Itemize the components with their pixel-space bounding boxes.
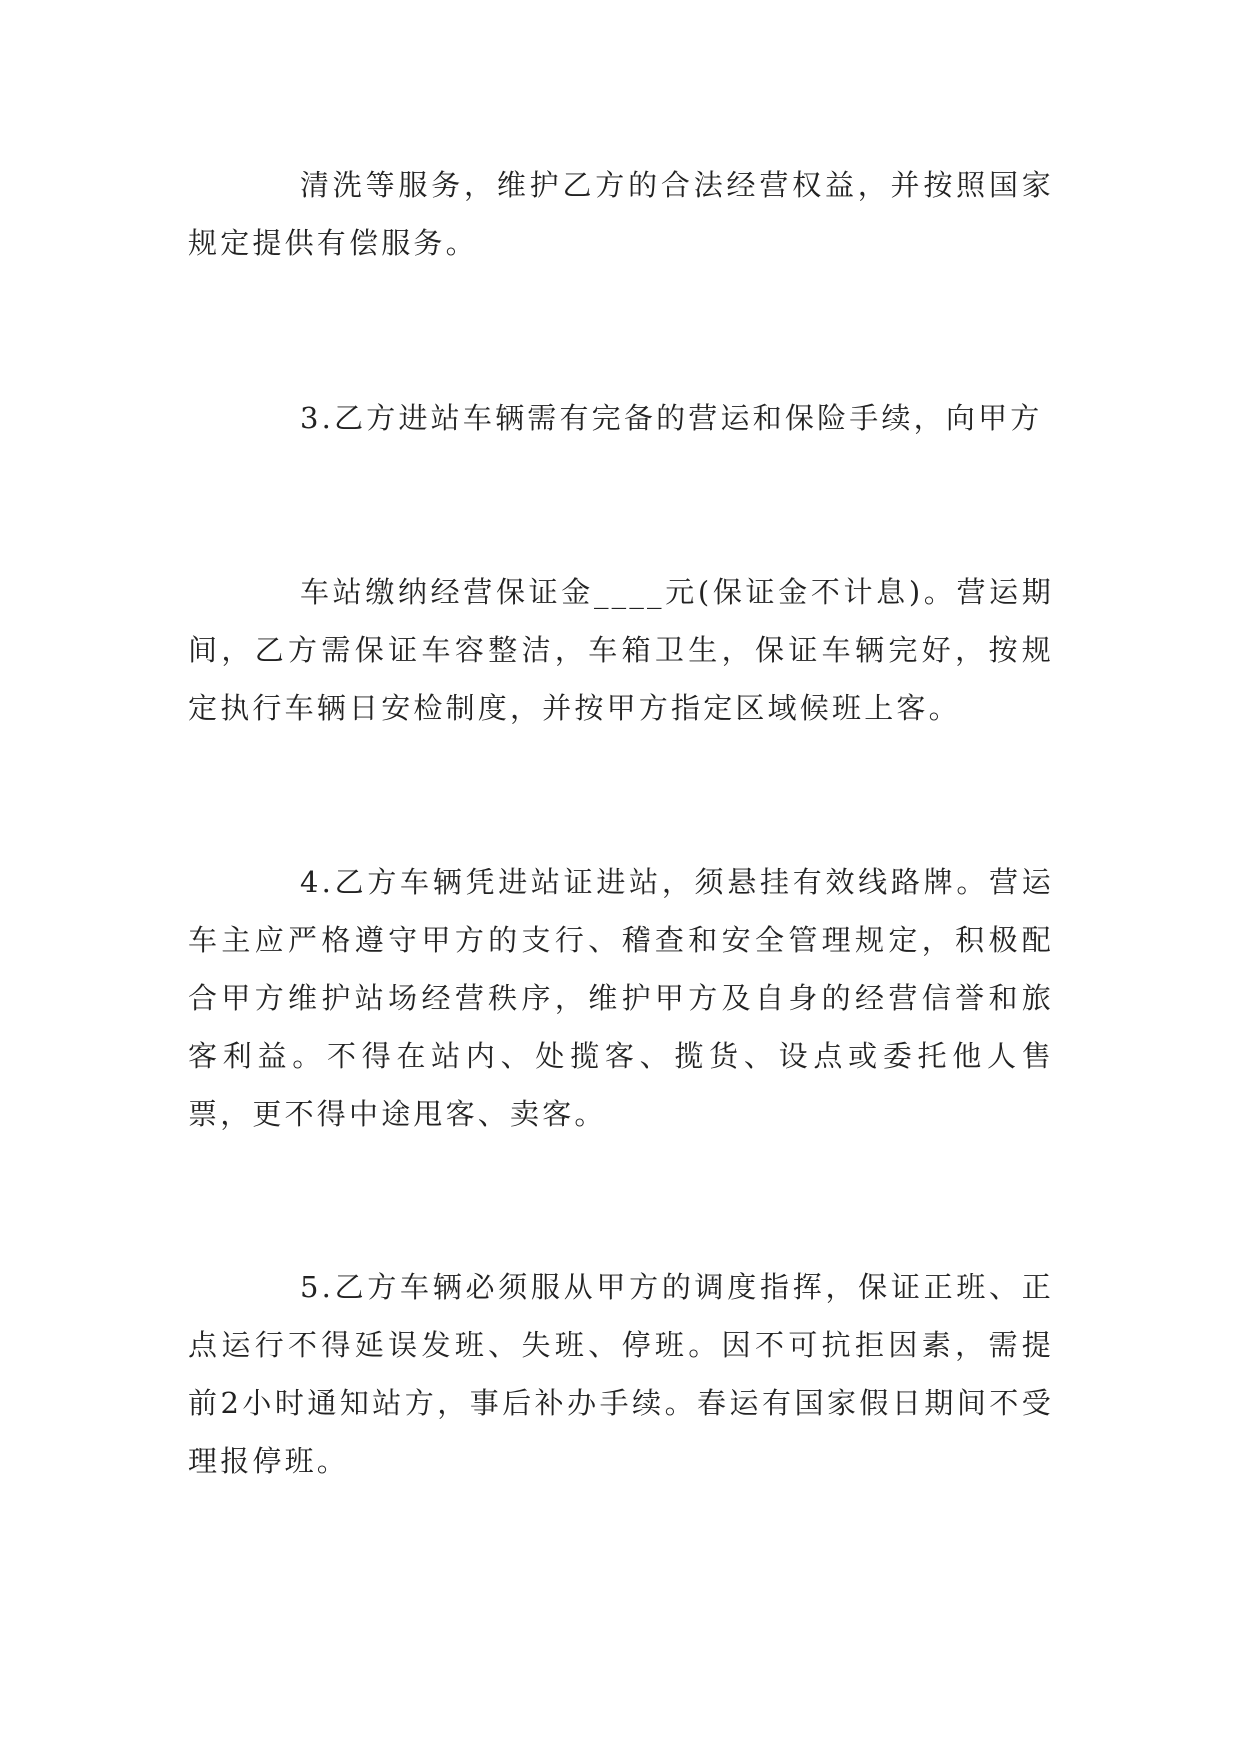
paragraph-clause-3-intro: 3.乙方进站车辆需有完备的营运和保险手续，向甲方 (300, 401, 1043, 435)
paragraph-clause-4: 4.乙方车辆凭进站证进站，须悬挂有效线路牌。营运车主应严格遵守甲方的支行、稽查和安全管理规定，积极配合甲方维护站场经营秩序，维护甲方及自身的经营信誉和旅客利益。不得在站内、处揽客、揽货、设点或委托他人售票，更不得中途甩客、卖客。 (188, 865, 1054, 1131)
paragraph-services: 清洗等服务，维护乙方的合法经营权益，并按照国家规定提供有偿服务。 (188, 168, 1054, 260)
paragraph-clause-3-deposit: 车站缴纳经营保证金____元(保证金不计息)。营运期间，乙方需保证车容整洁，车箱卫生，保证车辆完好，按规定执行车辆日安检制度，并按甲方指定区域候班上客。 (188, 575, 1054, 725)
paragraph-clause-5: 5.乙方车辆必须服从甲方的调度指挥，保证正班、正点运行不得延误发班、失班、停班。因不可抗拒因素，需提前2小时通知站方，事后补办手续。春运有国家假日期间不受理报停班。 (188, 1270, 1054, 1478)
